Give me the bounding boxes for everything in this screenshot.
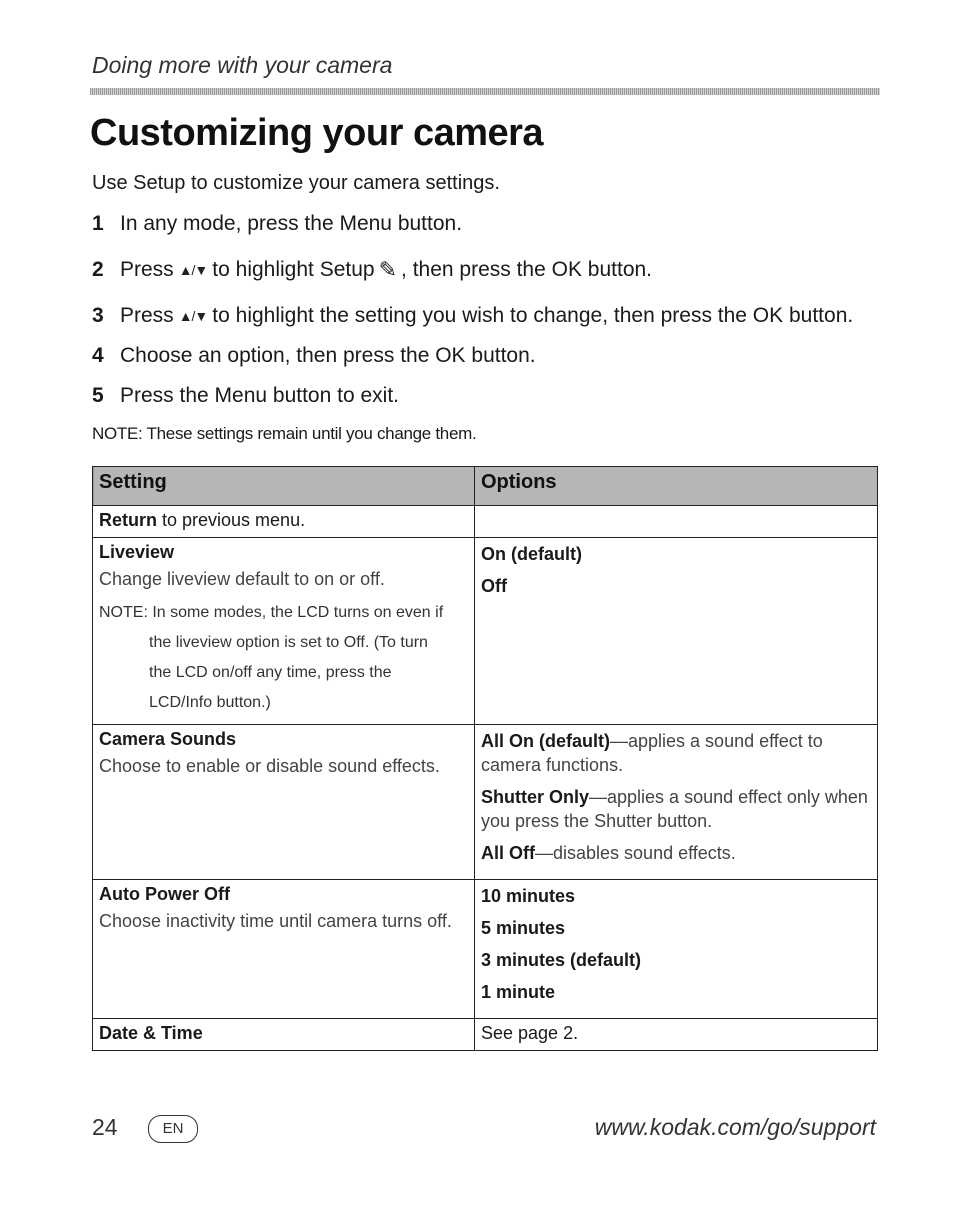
step-number: 3 xyxy=(92,304,104,327)
option: 3 minutes (default) xyxy=(481,950,642,970)
step-number: 2 xyxy=(92,258,104,281)
note-line: the liveview option is set to Off. (To turn xyxy=(149,634,428,651)
step-number: 4 xyxy=(92,344,104,367)
header-rule xyxy=(90,88,880,95)
option xyxy=(481,841,871,865)
step-3 xyxy=(92,304,853,328)
language-badge: EN xyxy=(148,1115,198,1143)
table-row xyxy=(93,880,878,1019)
setting-cell xyxy=(93,1019,475,1051)
options-cell xyxy=(475,538,878,725)
options-cell xyxy=(475,1019,878,1051)
up-down-arrows-icon: ▲/▼ xyxy=(178,262,208,278)
step-text: In any mode, press the Menu button. xyxy=(120,212,463,235)
option: 10 minutes xyxy=(481,886,576,906)
option-name: All Off xyxy=(481,843,535,863)
setting-title: Return xyxy=(99,510,157,530)
step-text: Press xyxy=(120,258,174,281)
setting-cell xyxy=(93,880,475,1019)
step-text: Choose an option, then press the OK button. xyxy=(120,344,536,367)
step-text: Press xyxy=(120,304,174,327)
step-2 xyxy=(92,258,853,282)
settings-table xyxy=(92,466,878,1051)
setting-title: Liveview xyxy=(99,542,175,562)
column-header-setting: Setting xyxy=(93,467,475,506)
step-text: Press the Menu button to exit. xyxy=(120,384,399,407)
setting-suffix: to previous menu. xyxy=(157,510,306,530)
options-cell xyxy=(475,506,878,538)
step-1 xyxy=(92,212,853,236)
option: Off xyxy=(481,576,507,596)
steps-list xyxy=(92,208,853,408)
option: 1 minute xyxy=(481,982,556,1002)
setting-title: Date & Time xyxy=(99,1023,203,1043)
setting-description: Choose to enable or disable sound effects. xyxy=(99,756,440,776)
table-row xyxy=(93,725,878,880)
setting-description: Choose inactivity time until camera turns off. xyxy=(99,911,452,931)
option: On (default) xyxy=(481,544,582,564)
setup-icon: ✎ xyxy=(378,257,398,282)
page-number: 24 xyxy=(92,1114,118,1140)
step-5 xyxy=(92,384,853,408)
options-cell xyxy=(475,725,878,880)
step-text: , then press the OK button. xyxy=(401,258,653,281)
table-row xyxy=(93,1019,878,1051)
option-description: —applies a sound effect to camera functions. xyxy=(481,731,823,775)
options-cell xyxy=(475,880,878,1019)
page-title: Customizing your camera xyxy=(90,112,544,154)
table-header-row xyxy=(93,467,878,506)
step-text: to highlight the setting you wish to change, then press the OK button. xyxy=(212,304,854,327)
setting-title: Camera Sounds xyxy=(99,729,237,749)
setting-cell xyxy=(93,538,475,725)
option-name: All On (default) xyxy=(481,731,610,751)
note-line: NOTE: In some modes, the LCD turns on even if xyxy=(99,604,444,621)
setting-cell xyxy=(93,506,475,538)
option xyxy=(481,729,871,777)
setting-note xyxy=(99,598,468,718)
setting-description: Change liveview default to on or off. xyxy=(99,569,385,589)
option-description: —disables sound effects. xyxy=(535,843,736,863)
step-4 xyxy=(92,344,853,368)
option: 5 minutes xyxy=(481,918,566,938)
setting-cell xyxy=(93,725,475,880)
option-description: See page 2. xyxy=(481,1023,579,1043)
table-row xyxy=(93,506,878,538)
running-header: Doing more with your camera xyxy=(92,52,393,78)
support-url: www.kodak.com/go/support xyxy=(594,1114,876,1140)
note: NOTE: These settings remain until you change them. xyxy=(92,424,477,443)
intro-text: Use Setup to customize your camera settings. xyxy=(92,172,500,194)
note-line: LCD/Info button.) xyxy=(149,694,271,711)
option-name: Shutter Only xyxy=(481,787,590,807)
table-row xyxy=(93,538,878,725)
setting-title: Auto Power Off xyxy=(99,884,230,904)
up-down-arrows-icon: ▲/▼ xyxy=(178,308,208,324)
step-text: to highlight Setup xyxy=(212,258,375,281)
option xyxy=(481,785,871,833)
column-header-options: Options xyxy=(475,467,878,506)
step-number: 5 xyxy=(92,384,104,407)
step-number: 1 xyxy=(92,212,104,235)
option-description: —applies a sound effect only when you press the Shutter button. xyxy=(481,787,868,831)
note-line: the LCD on/off any time, press the xyxy=(149,664,392,681)
